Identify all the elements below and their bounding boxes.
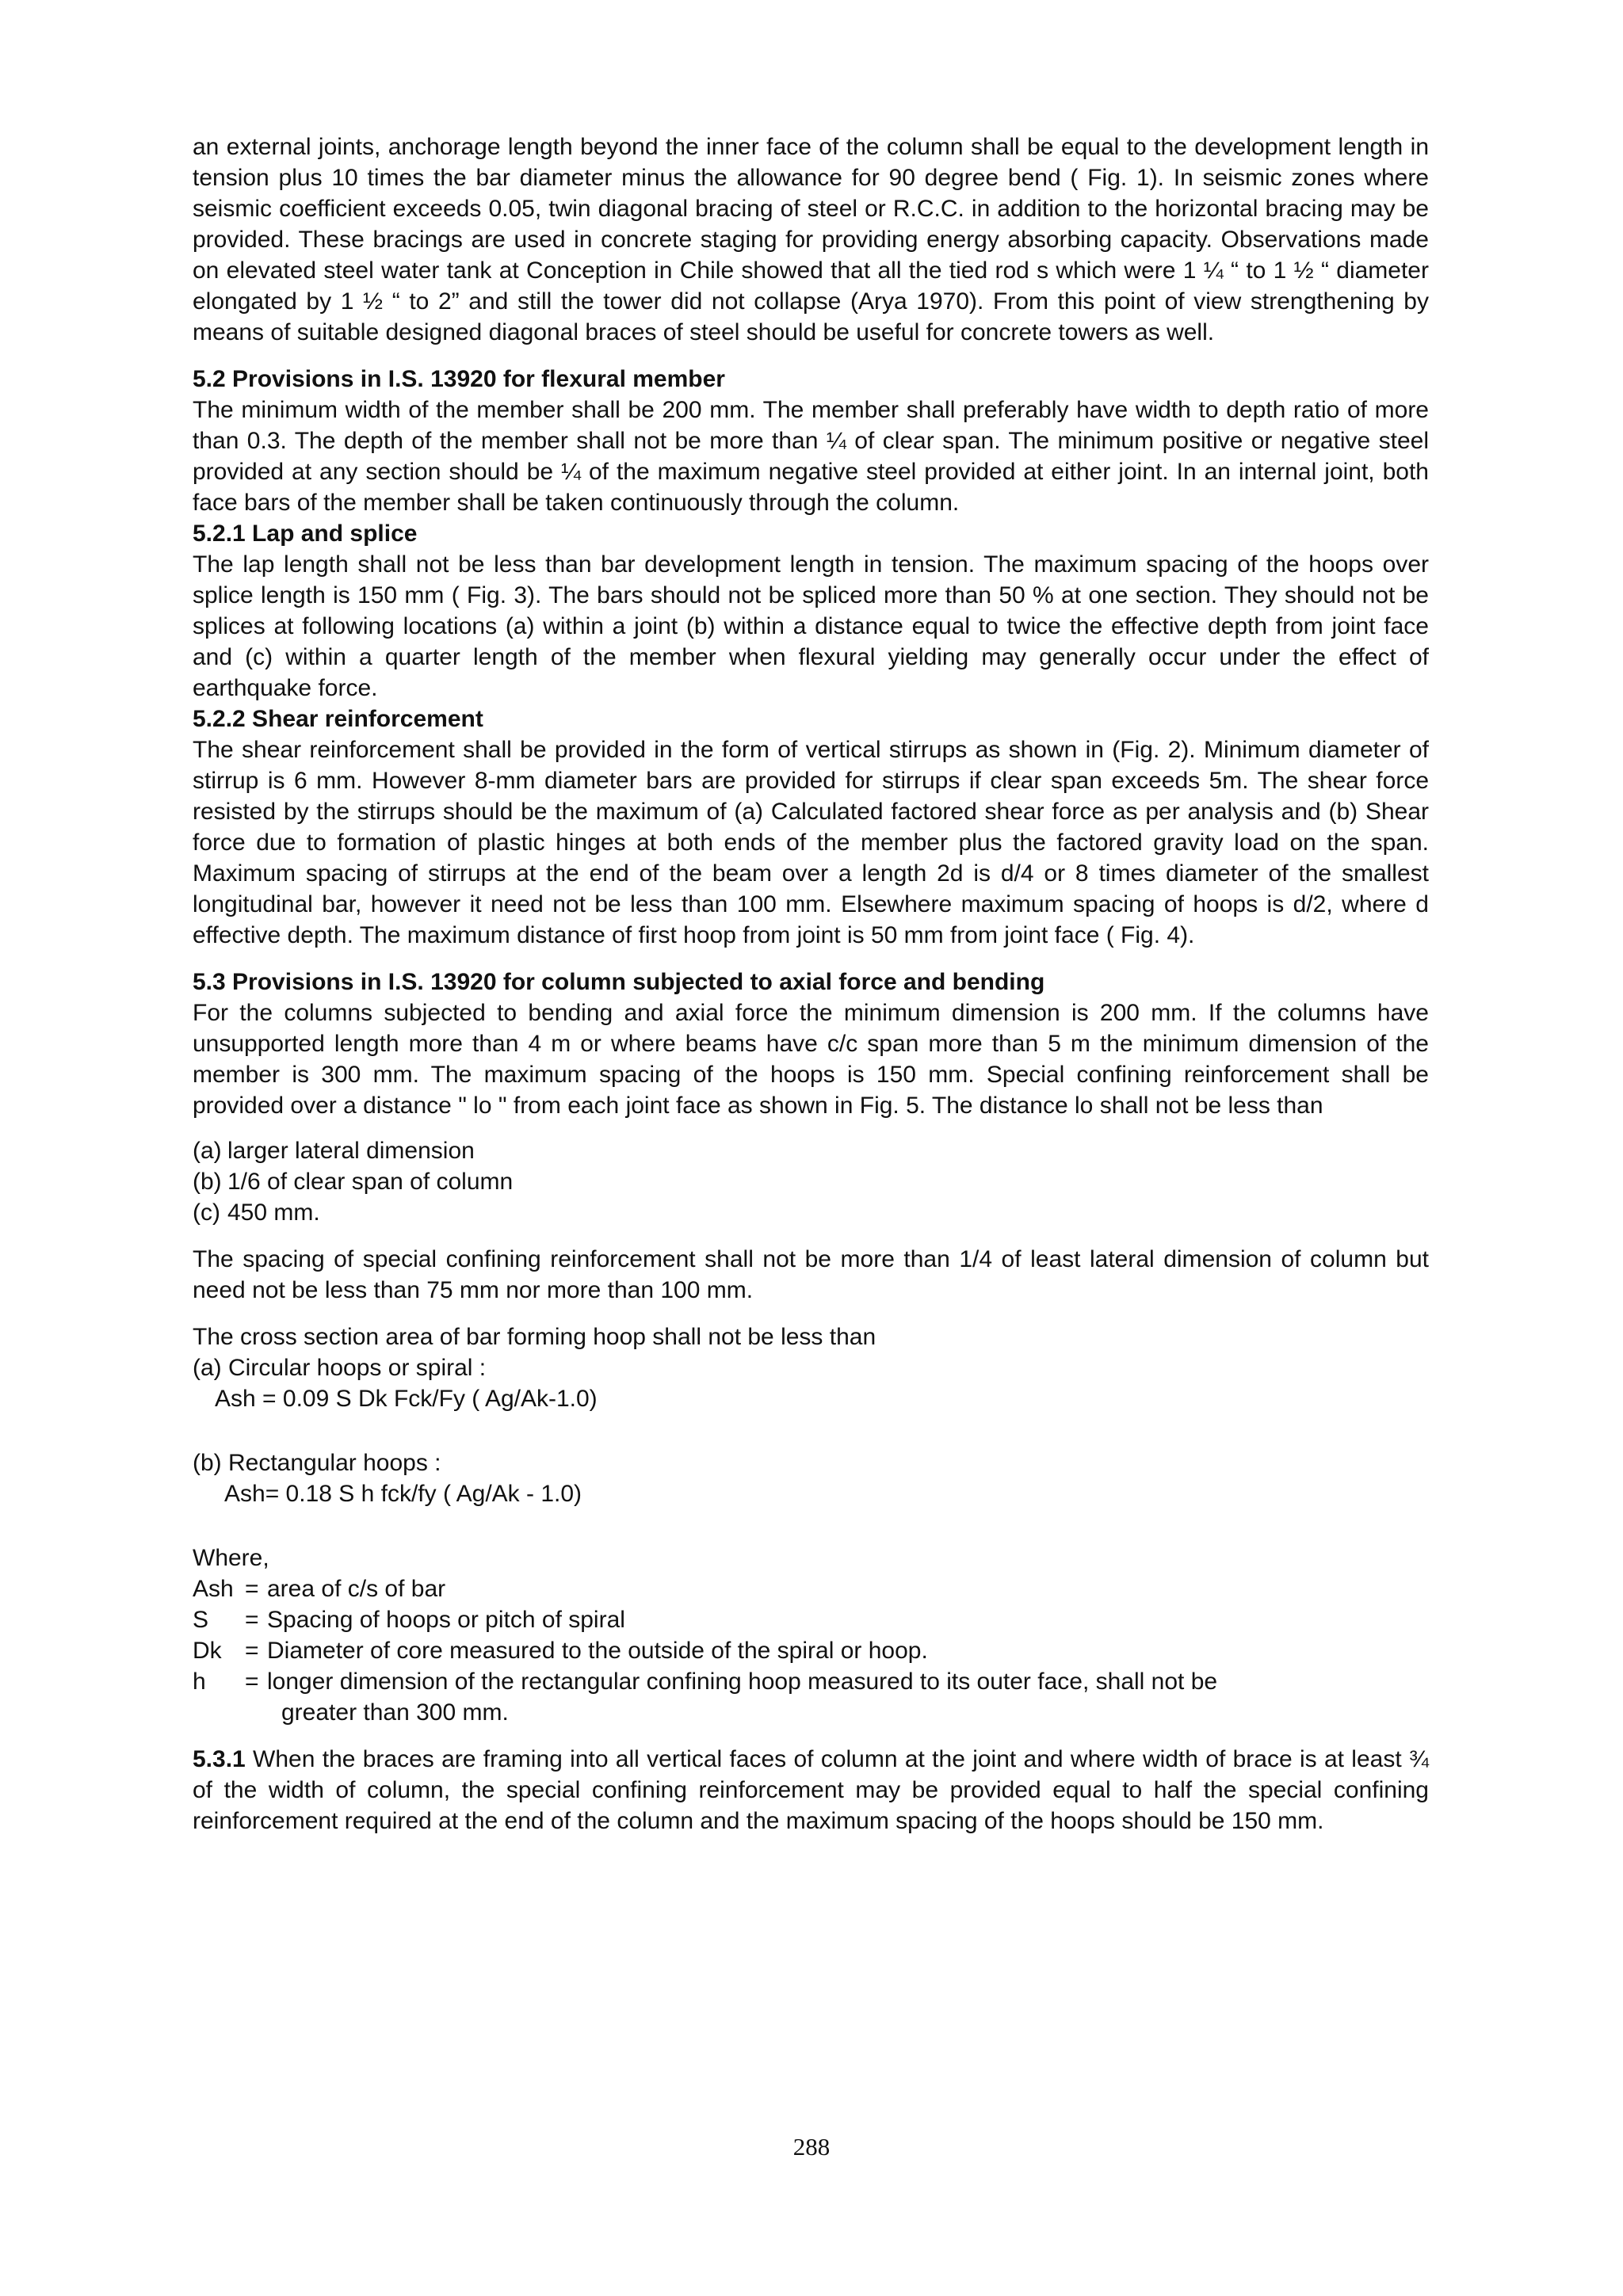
definition-text: area of c/s of bar [267,1576,446,1602]
definition-symbol: h [193,1669,206,1695]
rectangular-hoops-label: (b) Rectangular hoops : [193,1450,441,1476]
where-label: Where, [193,1545,269,1571]
definition-equals: = [245,1638,259,1664]
definition-continuation: greater than 300 mm. [281,1699,509,1726]
list-item-text: 450 mm. [227,1199,320,1226]
list-item [193,1135,1429,1166]
definition-equals: = [245,1607,259,1633]
section-paragraph: For the columns subjected to bending and axial force the minimum dimension is 200 mm. If the columns have unsupported length more than 4 m or where beams have c/c span more than 5 m the minimum dimension of the member is 300 mm. The maximum spacing of the hoops is 150 mm. Special confining reinforcement shall be provided over a distance " lo " from each joint face as shown in Fig. 5. The distance lo shall not be less than [193,1000,1429,1119]
section-5-3 [193,967,1429,1728]
section-heading: 5.2.2 Shear reinforcement [193,706,483,732]
page-number: 288 [792,2133,831,2161]
definition-equals: = [245,1576,259,1602]
circular-hoops-formula: Ash = 0.09 S Dk Fck/Fy ( Ag/Ak-1.0) [215,1386,598,1412]
section-heading: 5.3 Provisions in I.S. 13920 for column subjected to axial force and bending [193,969,1045,995]
section-number: 5.3.1 [193,1746,246,1772]
section-5-2-2 [193,704,1429,951]
section-5-2-1 [193,518,1429,704]
definition-equals: = [245,1669,259,1695]
list-item-label: (a) [193,1138,222,1164]
list-item-label: (b) [193,1169,222,1195]
section-heading: 5.2.1 Lap and splice [193,521,418,547]
definition-text: longer dimension of the rectangular confining hoop measured to its outer face, shall not be [267,1669,1218,1695]
spacing-paragraph: The spacing of special confining reinforcement shall not be more than 1/4 of least lateral dimension of column but need not be less than 75 mm nor more than 100 mm. [193,1246,1429,1303]
rectangular-hoops-formula: Ash= 0.18 S h fck/fy ( Ag/Ak - 1.0) [224,1481,582,1507]
definition-symbol: Dk [193,1638,222,1664]
section-5-2 [193,364,1429,518]
definition-row [193,1604,1429,1635]
section-paragraph: The lap length shall not be less than bar development length in tension. The maximum spacing of the hoops over splice length is 150 mm ( Fig. 3). The bars should not be spliced more than 50 % at one section. They should not be splices at following locations (a) within a joint (b) within a distance equal to twice the effective depth from joint face and (c) within a quarter length of the member when flexural yielding may generally occur under the effect of earthquake force. [193,551,1429,701]
lo-conditions-list [193,1135,1429,1228]
section-5-3-1-paragraph [193,1744,1429,1836]
definitions-list [193,1573,1429,1728]
definition-row [193,1635,1429,1666]
circular-hoops-label: (a) Circular hoops or spiral : [193,1355,487,1381]
section-heading: 5.2 Provisions in I.S. 13920 for flexural member [193,366,725,392]
list-item [193,1166,1429,1197]
definition-text: Diameter of core measured to the outside of the spiral or hoop. [267,1638,928,1664]
definition-row [193,1573,1429,1604]
definition-text: Spacing of hoops or pitch of spiral [267,1607,625,1633]
document-body [193,132,1429,1836]
list-item-label: (c) [193,1199,220,1226]
section-paragraph: The minimum width of the member shall be 200 mm. The member shall preferably have width to depth ratio of more than 0.3. The depth of the member shall not be more than ¼ of clear span. The minimum positive or negative steel provided at any section should be ¼ of the maximum negative steel provided at either joint. In an internal joint, both face bars of the member shall be taken continuously through the column. [193,397,1429,516]
section-paragraph: When the braces are framing into all vertical faces of column at the joint and where width of brace is at least ¾ of the width of column, the special confining reinforcement may be provided equal to half the special confining reinforcement required at the end of the column and the maximum spacing of the hoops should be 150 mm. [193,1746,1429,1834]
definition-symbol: Ash [193,1576,234,1602]
list-item-text: 1/6 of clear span of column [227,1169,514,1195]
list-item [193,1197,1429,1228]
section-paragraph: The shear reinforcement shall be provided in the form of vertical stirrups as shown in (Fig. 2). Minimum diameter of stirrup is 6 mm. However 8-mm diameter bars are provided for stirrups if clear span exceeds 5m. The shear force resisted by the stirrups should be the maximum of (a) Calculated factored shear force as per analysis and (b) Shear force due to formation of plastic hinges at both ends of the member plus the factored gravity load on the span. Maximum spacing of stirrups at the end of the beam over a length 2d is d/4 or 8 times diameter of the smallest longitudinal bar, however it need not be less than 100 mm. Elsewhere maximum spacing of hoops is d/2, where d effective depth. The maximum distance of first hoop from joint is 50 mm from joint face ( Fig. 4). [193,737,1429,948]
intro-paragraph: an external joints, anchorage length beyond the inner face of the column shall be equal to the development length in tension plus 10 times the bar diameter minus the allowance for 90 degree bend ( Fig. 1). In seismic zones where seismic coefficient exceeds 0.05, twin diagonal bracing of steel or R.C.C. in addition to the horizontal bracing may be provided. These bracings are used in concrete staging for providing energy absorbing capacity. Observations made on elevated steel water tank at Conception in Chile showed that all the tied rod s which were 1 ¼ “ to 1 ½ “ diameter elongated by 1 ½ “ to 2” and still the tower did not collapse (Arya 1970). From this point of view strengthening by means of suitable designed diagonal braces of steel should be useful for concrete towers as well. [193,134,1429,345]
cross-section-intro: The cross section area of bar forming hoop shall not be less than [193,1324,876,1350]
definition-symbol: S [193,1607,209,1633]
definition-row [193,1666,1429,1697]
list-item-text: larger lateral dimension [227,1138,475,1164]
